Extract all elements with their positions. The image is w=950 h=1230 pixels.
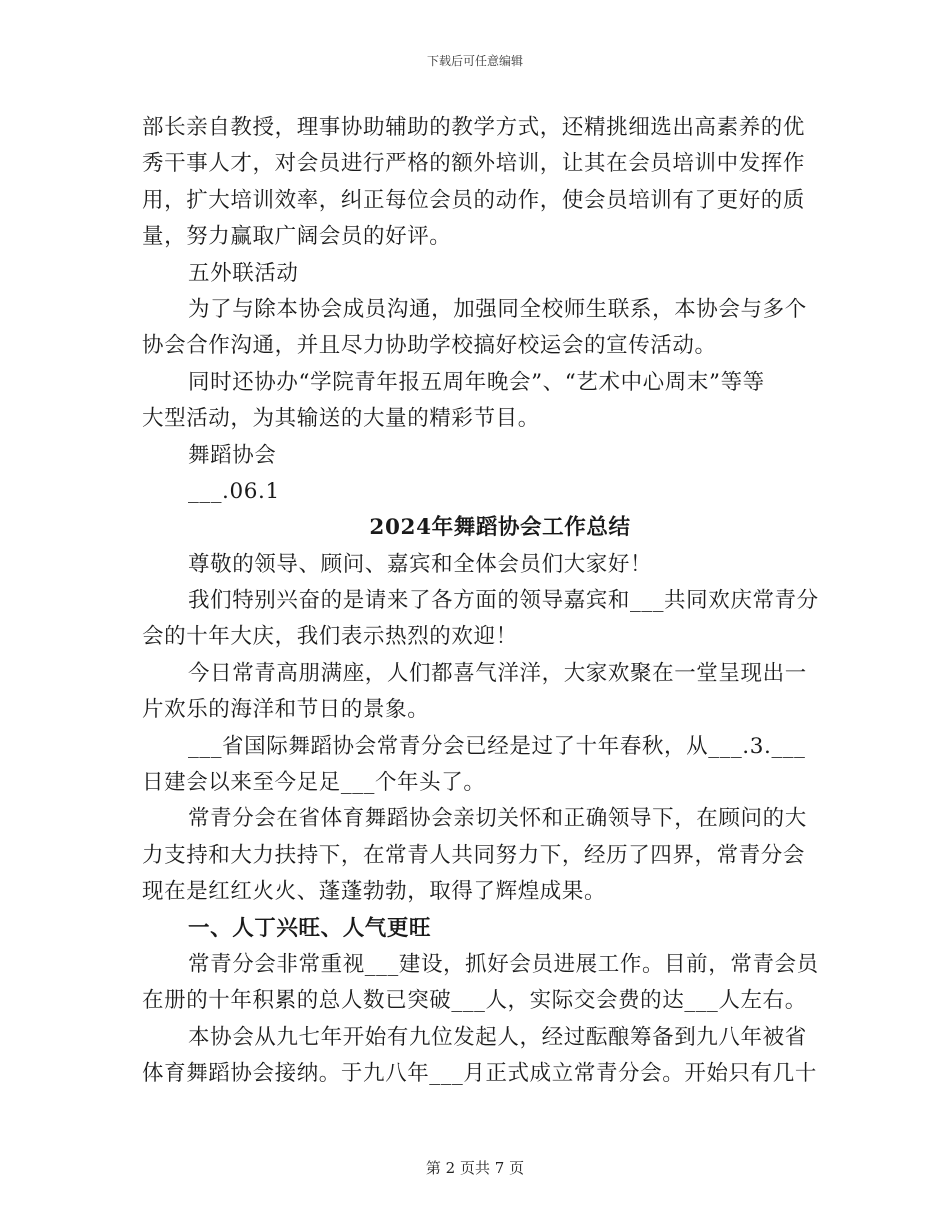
section-heading: 一、人丁兴旺、人气更旺	[188, 915, 432, 941]
paragraph-line: 力支持和大力扶持下，在常青人共同努力下，经历了四界，常青分会	[142, 842, 806, 868]
paragraph-line: 用，扩大培训效率，纠正每位会员的动作，使会员培训有了更好的质	[142, 187, 806, 213]
paragraph-line: 日建会以来至今足足___个年头了。	[142, 770, 486, 796]
paragraph-line: 体育舞蹈协会接纳。于九八年___月正式成立常青分会。开始只有几十	[142, 1061, 817, 1087]
greeting-line: 尊敬的领导、顾问、嘉宾和全体会员们大家好！	[188, 551, 653, 577]
paragraph-line: 同时还协办“学院青年报五周年晚会”、“艺术中心周末”等等	[188, 369, 765, 395]
page-header: 下载后可任意编辑	[426, 54, 523, 68]
paragraph-line: 我们特别兴奋的是请来了各方面的领导嘉宾和___共同欢庆常青分	[188, 588, 819, 614]
signature-date: ___.06.1	[188, 478, 280, 504]
paragraph-line: 协会合作沟通，并且尽力协助学校搞好校运会的宣传活动。	[142, 333, 717, 359]
page-footer: 第 2 页共 7 页	[425, 1159, 525, 1177]
paragraph-line: 大型活动，为其输送的大量的精彩节目。	[142, 406, 540, 432]
paragraph-line: 量，努力赢取广阔会员的好评。	[142, 224, 452, 250]
paragraph-line: 今日常青高朋满座，人们都喜气洋洋，大家欢聚在一堂呈现出一	[188, 660, 807, 686]
paragraph-line: 片欢乐的海洋和节日的景象。	[142, 697, 430, 723]
paragraph-line: 常青分会非常重视___建设，抓好会员进展工作。目前，常青会员	[188, 951, 819, 977]
paragraph-line: ___省国际舞蹈协会常青分会已经是过了十年春秋，从___.3.___	[188, 733, 806, 759]
document-body	[142, 110, 819, 1093]
signature-org: 舞蹈协会	[188, 442, 277, 468]
section-label: 五外联活动	[188, 260, 299, 286]
paragraph-line: 在册的十年积累的总人数已突破___人，实际交会费的达___人左右。	[142, 988, 807, 1014]
paragraph-line: 本协会从九七年开始有九位发起人，经过酝酿筹备到九八年被省	[188, 1024, 807, 1050]
paragraph-line: 为了与除本协会成员沟通，加强同全校师生联系，本协会与多个	[188, 296, 807, 322]
paragraph-line: 现在是红红火火、蓬蓬勃勃，取得了辉煌成果。	[142, 879, 607, 905]
document-title: 2024年舞蹈协会工作总结	[369, 515, 631, 541]
paragraph-line: 会的十年大庆，我们表示热烈的欢迎！	[142, 624, 518, 650]
paragraph-line: 常青分会在省体育舞蹈协会亲切关怀和正确领导下，在顾问的大	[188, 806, 807, 832]
paragraph-line: 秀干事人才，对会员进行严格的额外培训，让其在会员培训中发挥作	[142, 151, 806, 177]
paragraph-line: 部长亲自教授，理事协助辅助的教学方式，还精挑细选出高素养的优	[142, 115, 806, 140]
